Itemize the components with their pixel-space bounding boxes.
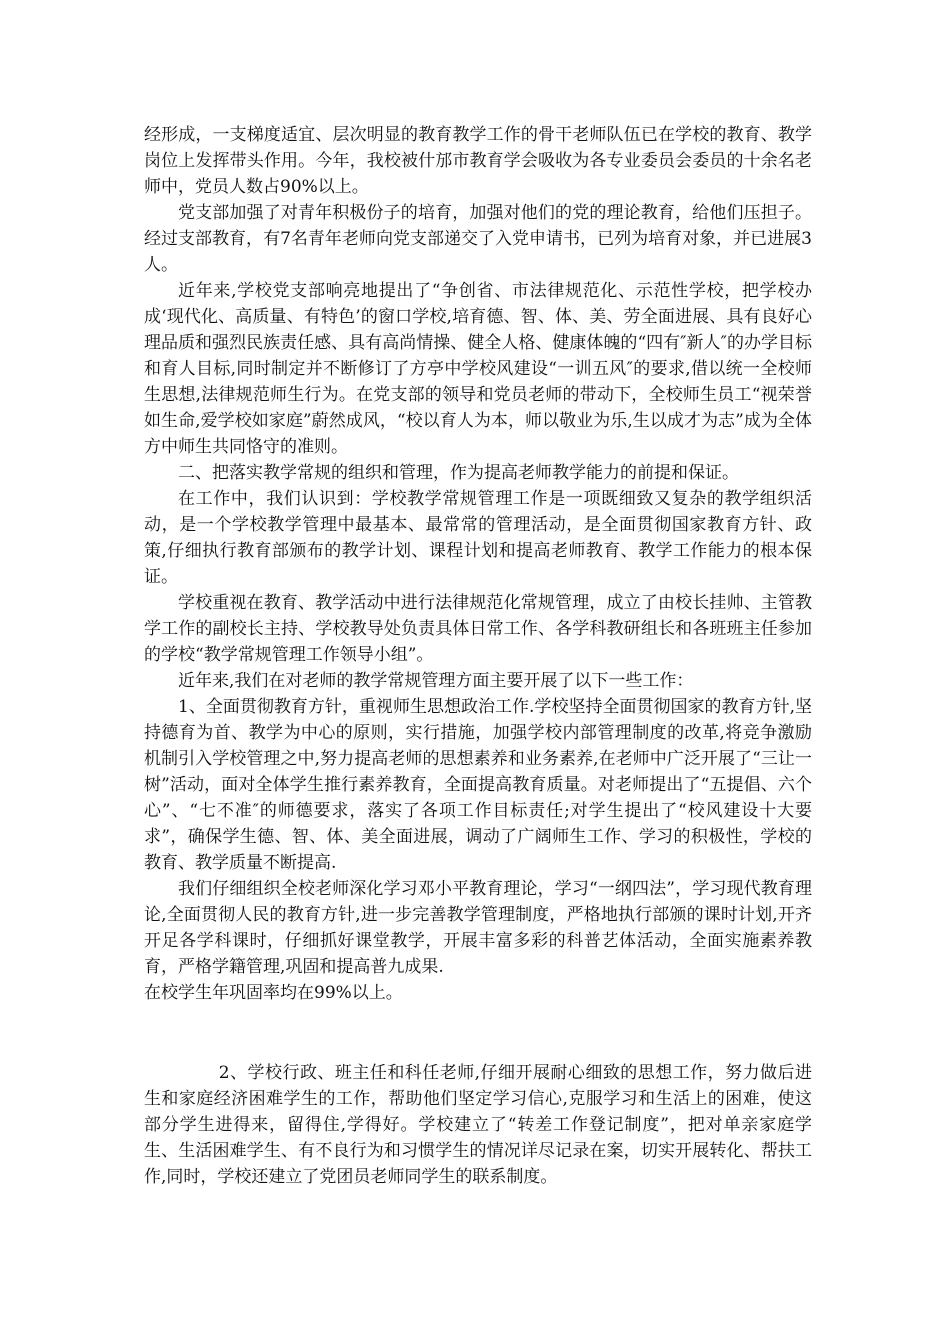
paragraph-2: 党支部加强了对青年积极份子的培育，加强对他们的党的理论教育，给他们压担子。经过支部教育，有7名青年老师向党支部递交了入党申请书，已列为培育对象，并已进展3人。: [144, 203, 812, 275]
paragraph-6: 学校重视在教育、教学活动中进行法律规范化常规管理，成立了由校长挂帅、主管教学工作的副校长主持、学校教导处负责具体日常工作、各学科教研组长和各班班主任参加的学校“教学常规管理工作领导小组”。: [144, 593, 812, 665]
paragraph-5: 在工作中，我们认识到：学校教学常规管理工作是一项既细致又复杂的教学组织活动，是一个学校教学管理中最基本、最常常的管理活动，是全面贯彻国家教育方针、政策,仔细执行教育部颁布的教学计划、课程计划和提高老师教育、教学工作能力的根本保证。: [144, 489, 812, 587]
section-heading-2: 二、把落实教学常规的组织和管理，作为提高老师教学能力的前提和保证。: [178, 463, 739, 483]
paragraph-10: 在校学生年巩固率均在99%以上。: [144, 983, 403, 1003]
paragraph-1: 经形成，一支梯度适宜、层次明显的教育教学工作的骨干老师队伍已在学校的教育、教学岗位上发挥带头作用。今年，我校被什邡市教育学会吸收为各专业委员会委员的十余名老师中，党员人数占90%以上。: [144, 125, 812, 197]
paragraph-11: 2、学校行政、班主任和科任老师,仔细开展耐心细致的思想工作，努力做后进生和家庭经济困难学生的工作，帮助他们坚定学习信心,克服学习和生活上的困难，使这部分学生进得来，留得住,学得好。学校建立了“转差工作登记制度”，把对单亲家庭学生、生活困难学生、有不良行为和习惯学生的情况详尽记录在案，切实开展转化、帮扶工作,同时，学校还建立了党团员老师同学生的联系制度。: [144, 1063, 812, 1187]
paragraph-3: 近年来,学校党支部响亮地提出了“争创省、市法律规范化、示范性学校，把学校办成‘现代化、高质量、有特色’的窗口学校,培育德、智、体、美、劳全面进展、具有良好心理品质和强烈民族责任感、具有高尚情操、健全人格、健康体魄的“四有″新人″的办学目标和育人目标,同时制定并不断修订了方亭中学校风建设“一训五风″的要求,借以统一全校师生思想,法律规范师生行为。在党支部的领导和党员老师的带动下，全校师生员工“视荣誉如生命,爱学校如家庭”蔚然成风，“校以育人为本，师以敬业为乐,生以成才为志”成为全体方中师生共同恪守的准则。: [144, 281, 812, 457]
document-body: [144, 122, 812, 1190]
blank-space: [144, 1006, 812, 1060]
paragraph-8: 1、全面贯彻教育方针，重视师生思想政治工作.学校坚持全面贯彻国家的教育方针,坚持德育为首、教学为中心的原则，实行措施，加强学校内部管理制度的改革,将竞争激励机制引入学校管理之中,努力提高老师的思想素养和业务素养,在老师中广泛开展了“三让一树”活动，面对全体学生推行素养教育，全面提高教育质量。对老师提出了“五提倡、六个心”、“七不准″的师德要求，落实了各项工作目标责任;对学生提出了“校风建设十大要求”，确保学生德、智、体、美全面进展，调动了广阔师生工作、学习的积极性，学校的教育、教学质量不断提高.: [144, 697, 812, 873]
paragraph-9: 我们仔细组织全校老师深化学习邓小平教育理论，学习“一纲四法”，学习现代教育理论,全面贯彻人民的教育方针,进一步完善教学管理制度，严格地执行部颁的课时计划,开齐开足各学科课时，仔细抓好课堂教学，开展丰富多彩的科普艺体活动，全面实施素养教育，严格学籍管理,巩固和提高普九成果.: [144, 879, 812, 977]
paragraph-7: 近年来,我们在对老师的教学常规管理方面主要开展了以下一些工作：: [178, 671, 694, 691]
